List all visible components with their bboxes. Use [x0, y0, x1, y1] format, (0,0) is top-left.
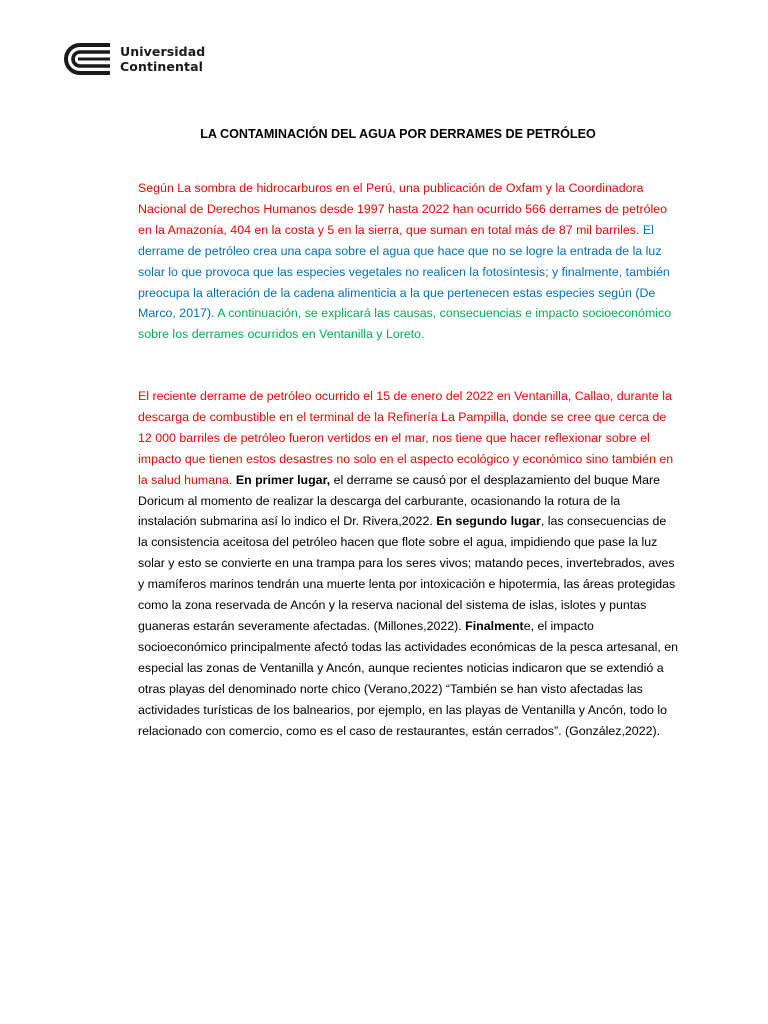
- logo-text: [120, 44, 205, 74]
- paragraph-intro: [138, 178, 678, 345]
- body-bold-final: Finalment: [461, 618, 524, 633]
- intro-red-text: Según La sombra de hidrocarburos en el Perú, una publicación de Oxfam y la Coordinadora Nacional de Derechos Humanos desde 1997 hasta 2022 han ocurrido 566 derrames de petróleo en la Amazonía, 404 en la costa y 5 en la sierra, que suman en total más de 87 mil barriles.: [138, 181, 668, 237]
- logo-line-1: Universidad: [120, 44, 206, 59]
- body-red-text: El reciente derrame de petróleo ocurrido el 15 de enero del 2022 en Ventanilla, Callao, durante la descarga de combustible en el terminal de la Refinería La Pampilla, donde se cree que cerca de 12 000 barriles de petróleo fueron vertidos en el mar, nos tiene que hacer reflexionar sobre el impacto que tienen estos desastres no solo en el aspecto ecológico y económico sino también en la salud humana.: [138, 389, 674, 487]
- logo-line-2: Continental: [120, 59, 203, 74]
- body-bold-second: En segundo lugar: [432, 514, 541, 529]
- university-logo: [64, 40, 205, 78]
- intro-green-text: A continuación, se explicará las causas, consecuencias e impacto socioeconómico sobre los derrames ocurridos en Ventanilla y Loreto.: [138, 306, 672, 342]
- body-text-second: , las consecuencias de la consistencia aceitosa del petróleo hacen que flote sobre el agua, impidiendo que pase la luz solar y esto se convierte en una trampa para los seres vivos; matando peces, invertebrados, aves y mamíferos marinos tendrán una muerte lenta por intoxicación e hipotermia, las áreas protegidas como la zona reservada de Ancón y la reserva nacional del sistema de islas, islotes y puntas guaneras estarán severamente afectadas. (Millones,2022).: [138, 514, 676, 633]
- body-text-first: el derrame se causó por el desplazamiento del buque Mare Doricum al momento de realizar la descarga del carburante, ocasionando la rotura de la instalación submarina así lo indico el Dr. Rivera,2022.: [138, 472, 661, 529]
- document-title: LA CONTAMINACIÓN DEL AGUA POR DERRAMES DE PETRÓLEO: [200, 127, 596, 141]
- university-emblem-icon: [64, 40, 112, 78]
- body-bold-first: En primer lugar,: [232, 472, 331, 487]
- intro-blue-text: El derrame de petróleo crea una capa sobre el agua que hace que no se logre la entrada de la luz solar lo que provoca que las especies vegetales no realicen la fotosíntesis; y finalmente, también preocupa la alteración de la cadena alimenticia a la que pertenecen estas especies según (De Marco, 2017).: [138, 222, 670, 321]
- paragraph-body: [138, 386, 678, 741]
- body-text-final: e, el impacto socioeconómico principalmente afectó todas las actividades económicas de la pesca artesanal, en especial las zonas de Ventanilla y Ancón, aunque recientes noticias indicaron que se extendió a otras playas del denominado norte chico (Verano,2022) “También se han visto afectadas las actividades turísticas de los balnearios, por ejemplo, en las playas de Ventanilla y Ancón, todo lo relacionado con comercio, como es el caso de restaurantes, están cerrados”. (González,2022).: [138, 618, 678, 738]
